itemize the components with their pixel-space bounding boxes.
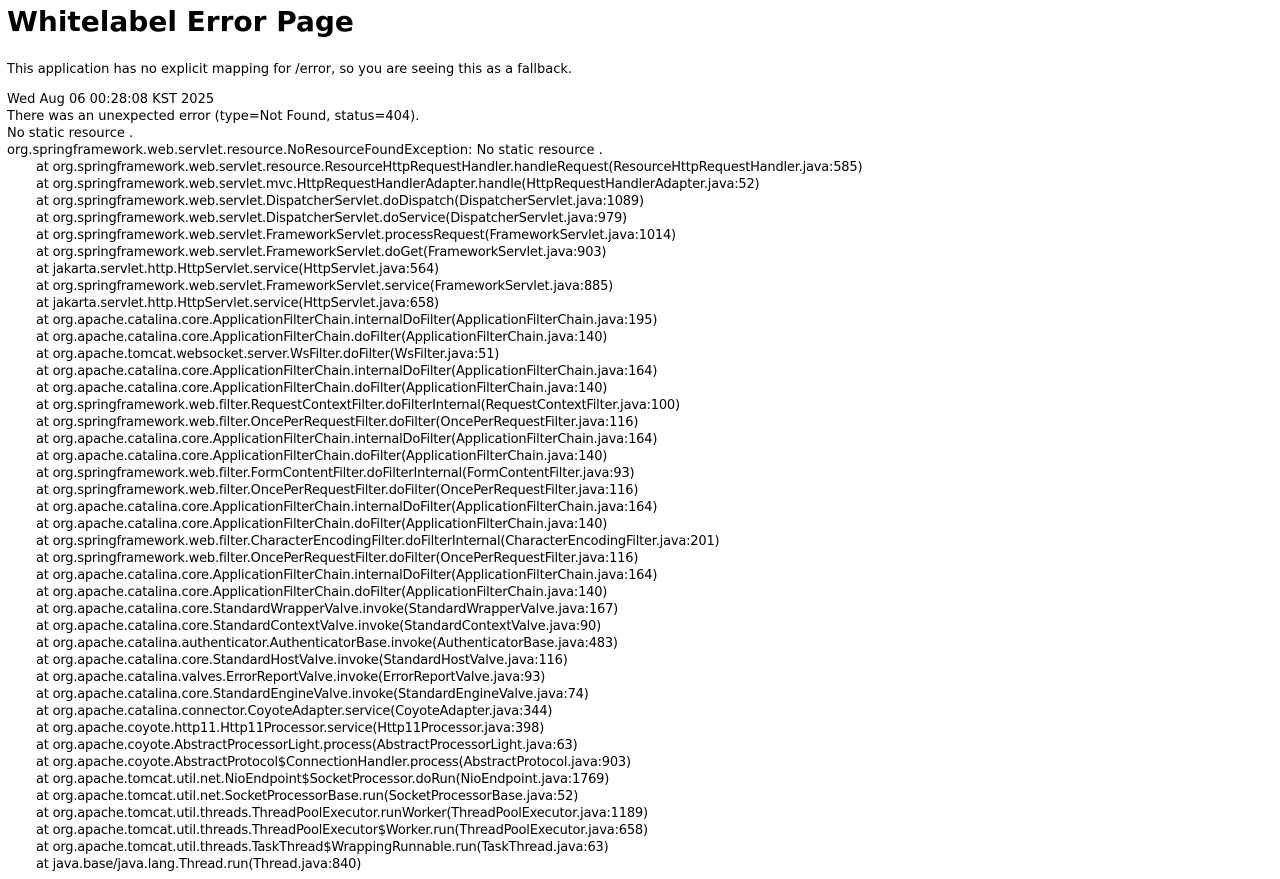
stack-trace-line: at org.springframework.web.filter.OncePerRequestFilter.doFilter(OncePerRequestFilter.java:116) xyxy=(36,415,639,430)
stack-trace xyxy=(7,159,1273,873)
stack-trace-line: at org.apache.catalina.connector.CoyoteAdapter.service(CoyoteAdapter.java:344) xyxy=(36,704,553,719)
stack-trace-line: at org.springframework.web.servlet.FrameworkServlet.service(FrameworkServlet.java:885) xyxy=(36,279,614,294)
stack-trace-line: at org.springframework.web.servlet.mvc.HttpRequestHandlerAdapter.handle(HttpRequestHandlerAdapter.java:52) xyxy=(36,177,760,192)
stack-trace-line: at java.base/java.lang.Thread.run(Thread.java:840) xyxy=(36,857,362,872)
stack-trace-line: at org.apache.catalina.core.StandardHostValve.invoke(StandardHostValve.java:116) xyxy=(36,653,568,668)
stack-trace-line: at org.springframework.web.servlet.DispatcherServlet.doService(DispatcherServlet.java:979) xyxy=(36,211,627,226)
stack-trace-line: at org.apache.catalina.core.ApplicationFilterChain.doFilter(ApplicationFilterChain.java:140) xyxy=(36,381,608,396)
stack-trace-line: at org.apache.catalina.authenticator.AuthenticatorBase.invoke(AuthenticatorBase.java:483) xyxy=(36,636,618,651)
stack-trace-line: at org.apache.catalina.core.ApplicationFilterChain.doFilter(ApplicationFilterChain.java:140) xyxy=(36,449,608,464)
page-title: Whitelabel Error Page xyxy=(7,5,354,38)
stack-trace-line: at org.apache.tomcat.util.net.SocketProcessorBase.run(SocketProcessorBase.java:52) xyxy=(36,789,579,804)
stack-trace-line: at org.springframework.web.filter.OncePerRequestFilter.doFilter(OncePerRequestFilter.java:116) xyxy=(36,483,639,498)
stack-trace-line: at org.apache.catalina.core.ApplicationFilterChain.doFilter(ApplicationFilterChain.java:140) xyxy=(36,330,608,345)
stack-trace-line: at org.apache.tomcat.websocket.server.WsFilter.doFilter(WsFilter.java:51) xyxy=(36,347,500,362)
stack-trace-line: at jakarta.servlet.http.HttpServlet.service(HttpServlet.java:658) xyxy=(36,296,439,311)
error-message: No static resource . xyxy=(7,126,134,141)
stack-trace-line: at org.apache.coyote.AbstractProtocol$ConnectionHandler.process(AbstractProtocol.java:903) xyxy=(36,755,631,770)
stack-trace-line: at org.apache.tomcat.util.threads.ThreadPoolExecutor$Worker.run(ThreadPoolExecutor.java:658) xyxy=(36,823,648,838)
stack-trace-line: at org.springframework.web.servlet.resource.ResourceHttpRequestHandler.handleRequest(ResourceHttpRequestHandler.java:585) xyxy=(36,160,863,175)
stack-trace-line: at org.apache.coyote.AbstractProcessorLight.process(AbstractProcessorLight.java:63) xyxy=(36,738,578,753)
stack-trace-line: at org.apache.catalina.core.StandardWrapperValve.invoke(StandardWrapperValve.java:167) xyxy=(36,602,619,617)
stack-trace-line: at org.apache.catalina.core.StandardContextValve.invoke(StandardContextValve.java:90) xyxy=(36,619,601,634)
stack-trace-line: at org.apache.catalina.valves.ErrorReportValve.invoke(ErrorReportValve.java:93) xyxy=(36,670,546,685)
fallback-message: This application has no explicit mapping for /error, so you are seeing this as a fallback. xyxy=(7,62,573,77)
error-timestamp: Wed Aug 06 00:28:08 KST 2025 xyxy=(7,92,215,107)
stack-trace-line: at org.apache.catalina.core.ApplicationFilterChain.internalDoFilter(ApplicationFilterChain.java:164) xyxy=(36,500,658,515)
exception-line: org.springframework.web.servlet.resource.NoResourceFoundException: No static resource . xyxy=(7,143,603,158)
stack-trace-line: at org.springframework.web.filter.RequestContextFilter.doFilterInternal(RequestContextFilter.java:100) xyxy=(36,398,680,413)
stack-trace-line: at org.apache.tomcat.util.threads.ThreadPoolExecutor.runWorker(ThreadPoolExecutor.java:1189) xyxy=(36,806,648,821)
stack-trace-line: at org.apache.catalina.core.ApplicationFilterChain.internalDoFilter(ApplicationFilterChain.java:195) xyxy=(36,313,658,328)
stack-trace-line: at org.springframework.web.servlet.FrameworkServlet.processRequest(FrameworkServlet.java:1014) xyxy=(36,228,676,243)
stack-trace-line: at org.apache.catalina.core.ApplicationFilterChain.internalDoFilter(ApplicationFilterChain.java:164) xyxy=(36,364,658,379)
stack-trace-line: at org.apache.catalina.core.ApplicationFilterChain.doFilter(ApplicationFilterChain.java:140) xyxy=(36,585,608,600)
stack-trace-line: at org.apache.tomcat.util.threads.TaskThread$WrappingRunnable.run(TaskThread.java:63) xyxy=(36,840,609,855)
stack-trace-line: at org.apache.catalina.core.ApplicationFilterChain.internalDoFilter(ApplicationFilterChain.java:164) xyxy=(36,432,658,447)
stack-trace-line: at org.apache.catalina.core.StandardEngineValve.invoke(StandardEngineValve.java:74) xyxy=(36,687,589,702)
stack-trace-line: at org.apache.coyote.http11.Http11Processor.service(Http11Processor.java:398) xyxy=(36,721,545,736)
stack-trace-line: at org.springframework.web.servlet.FrameworkServlet.doGet(FrameworkServlet.java:903) xyxy=(36,245,607,260)
stack-trace-line: at org.springframework.web.filter.CharacterEncodingFilter.doFilterInternal(CharacterEncodingFilter.java:201) xyxy=(36,534,720,549)
stack-trace-line: at jakarta.servlet.http.HttpServlet.service(HttpServlet.java:564) xyxy=(36,262,439,277)
stack-trace-line: at org.springframework.web.servlet.DispatcherServlet.doDispatch(DispatcherServlet.java:1089) xyxy=(36,194,644,209)
stack-trace-line: at org.apache.catalina.core.ApplicationFilterChain.internalDoFilter(ApplicationFilterChain.java:164) xyxy=(36,568,658,583)
stack-trace-line: at org.springframework.web.filter.OncePerRequestFilter.doFilter(OncePerRequestFilter.java:116) xyxy=(36,551,639,566)
error-summary: There was an unexpected error (type=Not Found, status=404). xyxy=(7,109,420,124)
stack-trace-line: at org.springframework.web.filter.FormContentFilter.doFilterInternal(FormContentFilter.java:93) xyxy=(36,466,635,481)
stack-trace-line: at org.apache.catalina.core.ApplicationFilterChain.doFilter(ApplicationFilterChain.java:140) xyxy=(36,517,608,532)
stack-trace-line: at org.apache.tomcat.util.net.NioEndpoint$SocketProcessor.doRun(NioEndpoint.java:1769) xyxy=(36,772,610,787)
error-details xyxy=(7,91,1273,873)
